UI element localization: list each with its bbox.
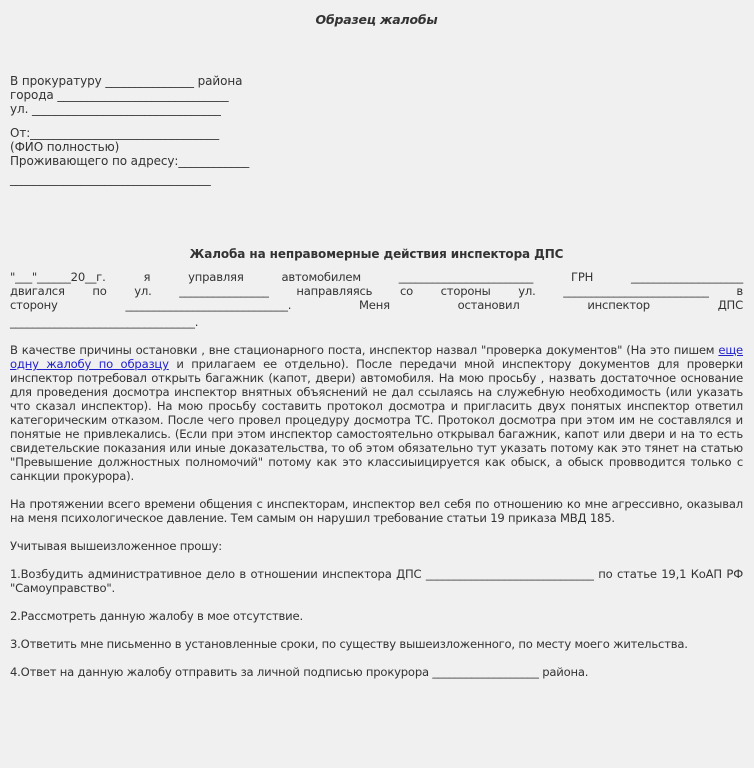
intro-line-2 <box>10 284 743 298</box>
intro-word: __________________________ <box>563 284 709 298</box>
intro-word: автомобилем <box>281 270 361 284</box>
intro-word: ул. <box>518 284 536 298</box>
intro-word: "___"______20__г. <box>10 270 106 284</box>
intro-word: ДПС <box>717 298 743 312</box>
intro-word: ________________________ <box>398 270 534 284</box>
intro-word: двигался <box>10 284 65 298</box>
intro-word: управляя <box>188 270 244 284</box>
request-item-4: 4.Ответ на данную жалобу отправить за личной подписью прокурора ___________________ района. <box>10 665 589 679</box>
intro-word: ________________ <box>179 284 269 298</box>
intro-line-1 <box>10 270 743 284</box>
intro-word: в <box>736 284 743 298</box>
intro-word: я <box>143 270 151 284</box>
intro-word: по <box>92 284 107 298</box>
sample-title: Образец жалобы <box>315 12 438 27</box>
intro-line-3 <box>10 298 743 312</box>
paragraph-circumstances <box>10 343 743 483</box>
intro-word: со <box>399 284 414 298</box>
intro-word: Меня <box>358 298 390 312</box>
intro-word: инспектор <box>587 298 650 312</box>
address-prosecutor-line: В прокуратуру _______________ района <box>10 74 243 88</box>
complaint-title: Жалоба на неправомерные действия инспектора ДПС <box>189 247 564 261</box>
intro-word: ул. <box>134 284 152 298</box>
residence-blank-line: __________________________________ <box>10 172 211 186</box>
paragraph-text: и прилагаем ее отдельно). После передачи мной инспектору документов для проверки инспектор потребовал открыть багажник (капот, двери) автомобиля. На мою просьбу , назвать достаточное основание для проведения досмотра инспектор внятных объяснений не дал ссылаясь на служебную необходимость (или указать что сказал инспектор). На мою просьбу составить протокол досмотра и пригласить двух понятых инспектор ответил категорическим отказом. После чего провел процедуру досмотра ТС. Протокол досмотра при этом им не составлялся и понятые не привлекались. (Если при этом инспектор самостоятельно открывал багажник, капот или двери и на то есть свидетельские показания или иные доказательства, то об этом обязательно тут указать потому как это тянет на статью "Превышение должностных полномочий" потому как это классиыицируется как обыск, а обыск провводится только с санкции прокурора). <box>10 357 743 483</box>
intro-word: _____________________________. <box>125 298 292 312</box>
intro-word: стороны <box>440 284 491 298</box>
another-complaint-link[interactable]: еще одну жалобу по образцу <box>10 343 743 371</box>
address-street-line: ул. ________________________________ <box>10 102 221 116</box>
intro-word: направляясь <box>296 284 373 298</box>
intro-word: ГРН <box>570 270 594 284</box>
complaint-body <box>10 270 743 679</box>
residence-line: Проживающего по адресу:____________ <box>10 154 250 168</box>
intro-line-4: _________________________________. <box>10 315 199 329</box>
request-item-2: 2.Рассмотреть данную жалобу в мое отсутствие. <box>10 609 303 623</box>
intro-word: сторону <box>10 298 58 312</box>
intro-word: остановил <box>457 298 520 312</box>
from-line: От:________________________________ <box>10 126 219 140</box>
paragraph-request-intro: Учитывая вышеизложенное прошу: <box>10 539 222 553</box>
address-city-line: города _____________________________ <box>10 88 229 102</box>
full-name-hint: (ФИО полностью) <box>10 140 120 154</box>
paragraph-text: В качестве причины остановки , вне стационарного поста, инспектор назвал "проверка документов" (На это пишем <box>10 343 719 357</box>
address-block <box>10 74 249 186</box>
intro-word: ____________________ <box>631 270 743 284</box>
paragraph-behavior: На протяжении всего времени общения с инспекторам, инспектор вел себя по отношению ко мне агрессивно, оказывал на меня психологическое давление. Тем самым он нарушил требование статьи 19 приказа МВД 185. <box>10 497 743 525</box>
request-item-3: 3.Ответить мне письменно в установленные сроки, по существу вышеизложенного, по месту моего жительства. <box>10 637 688 651</box>
request-item-1: 1.Возбудить административное дело в отношении инспектора ДПС ______________________________ по статье 19,1 КоАП РФ "Самоуправство". <box>10 567 743 595</box>
